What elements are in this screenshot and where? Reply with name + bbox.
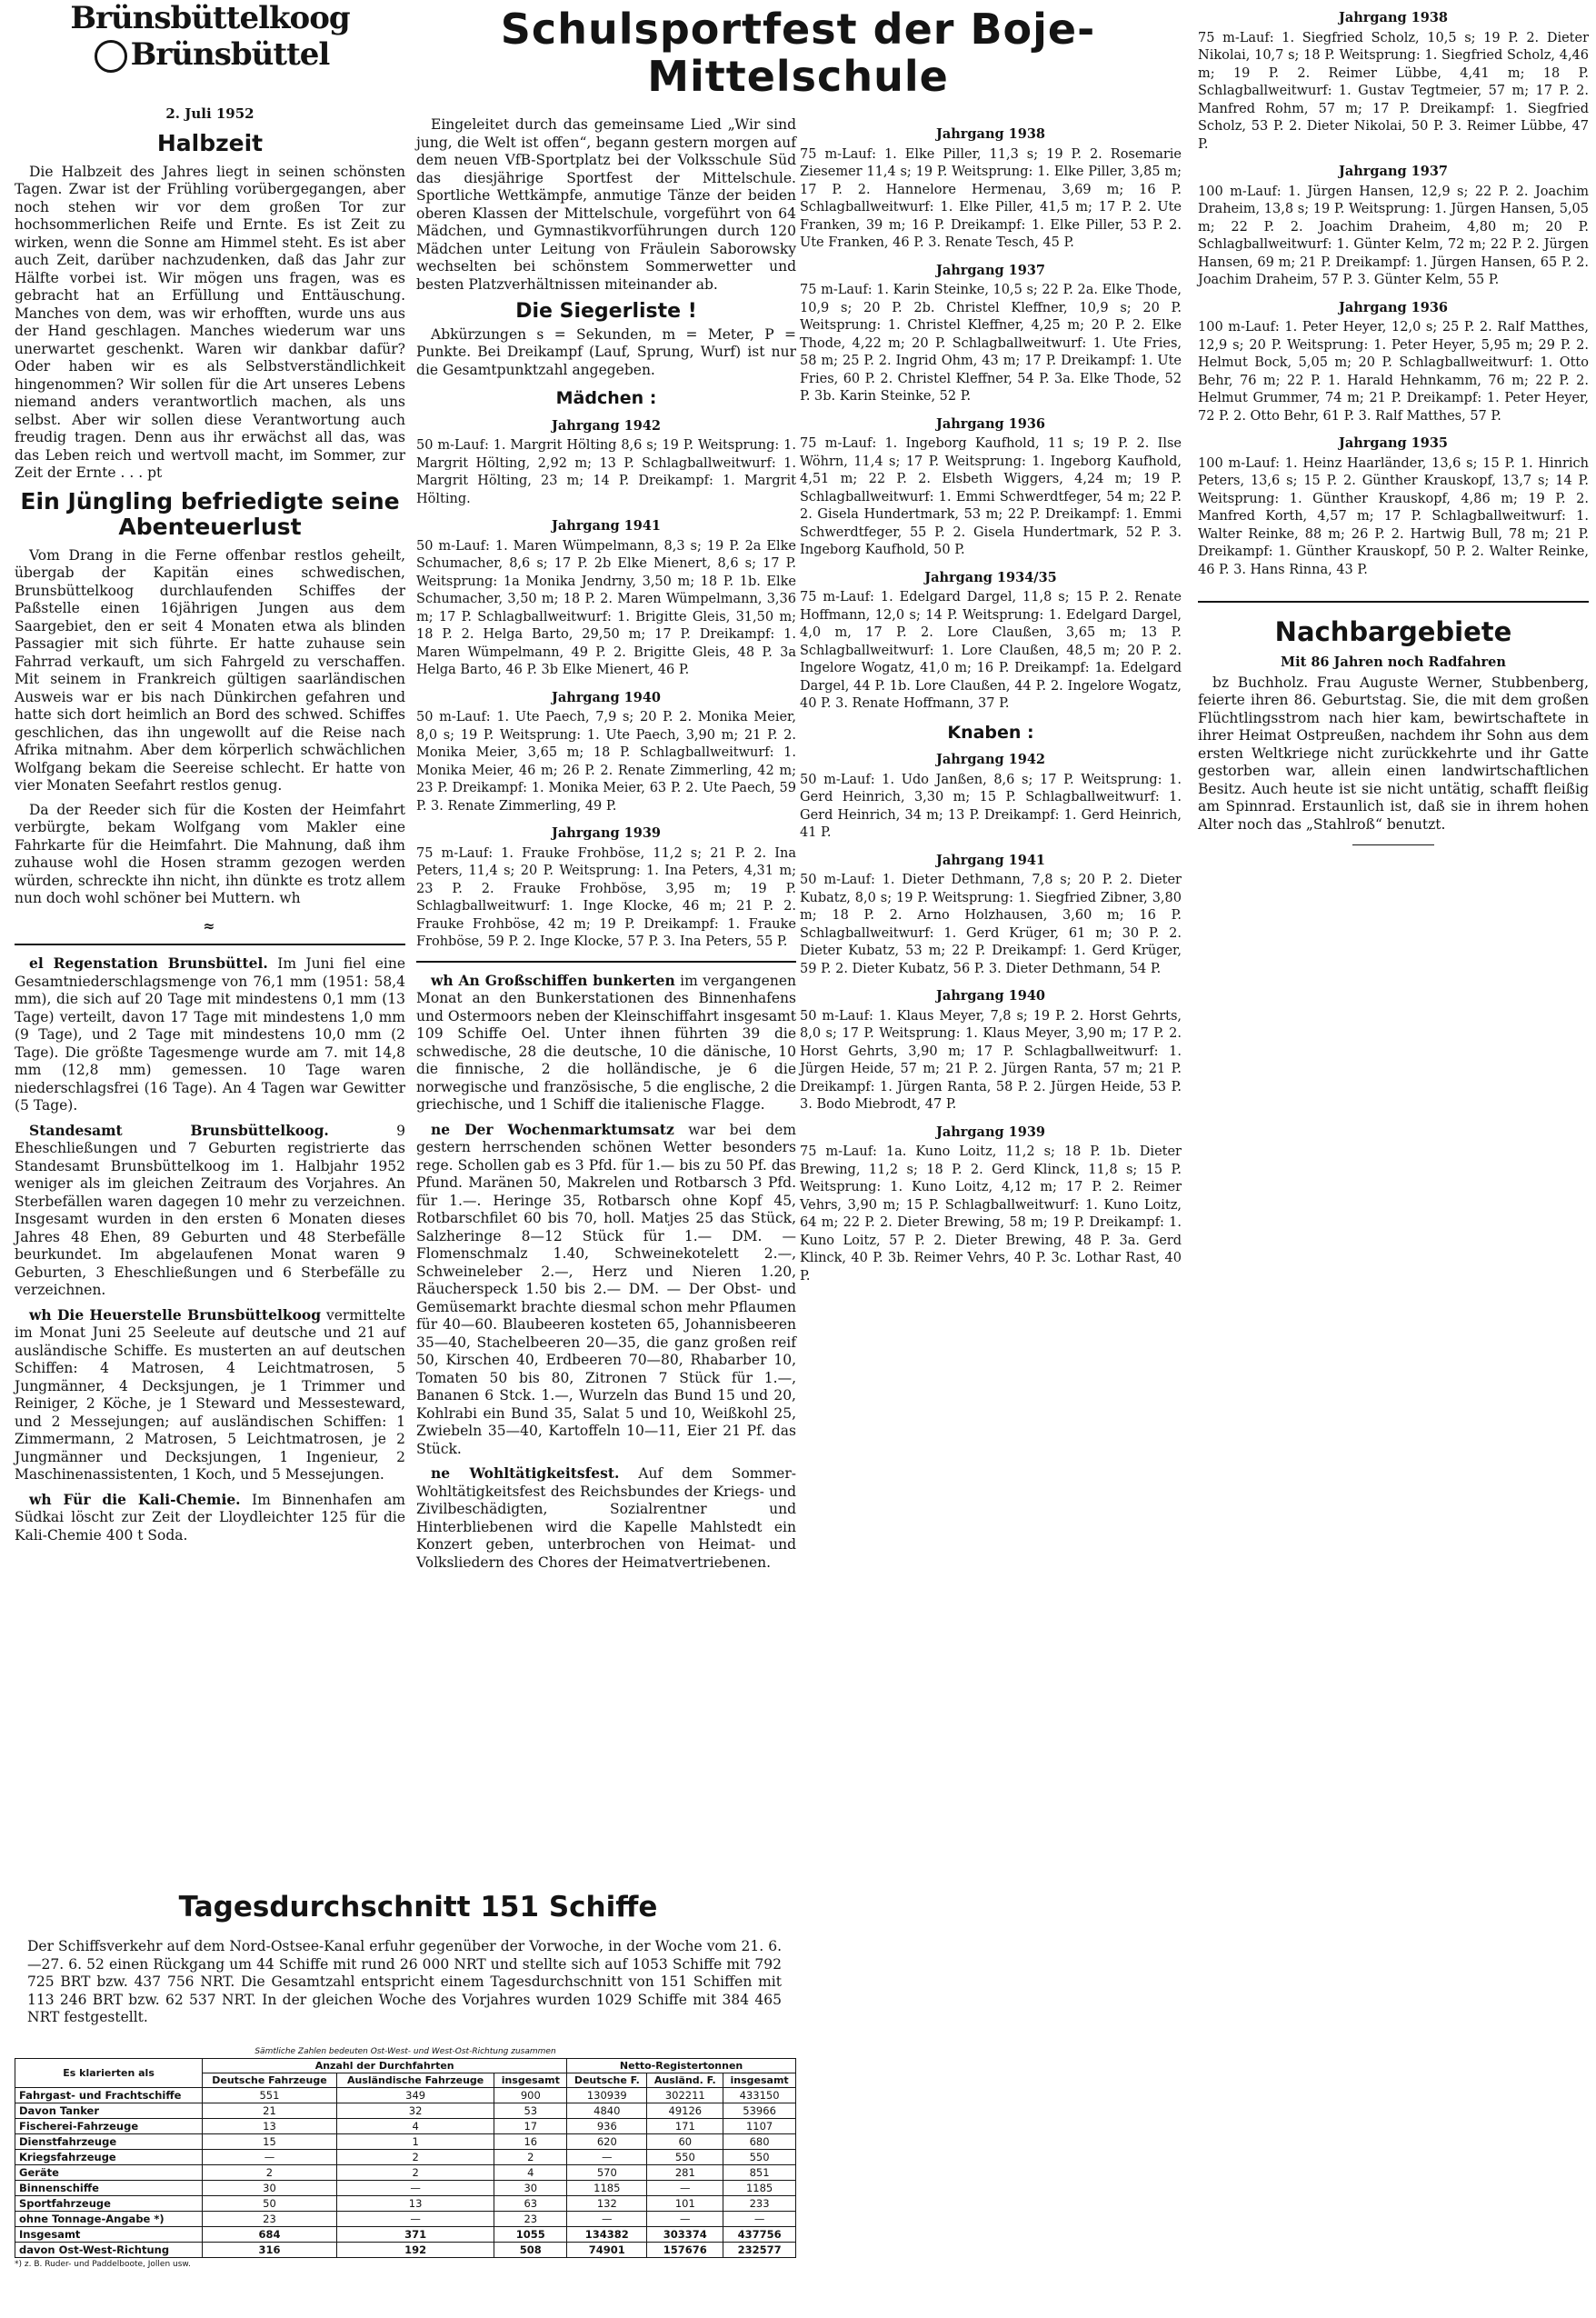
juengling-title: Ein Jüngling befriedigte seine Abenteuerlust	[20, 487, 400, 540]
juengling-paragraph-2: Da der Reeder sich für die Kosten der Heimfahrt verbürgte, bekam Wolfgang vom Makler eine Fahrkarte für die Heimfahrt. Die Mahnung, daß ihm zuhause wohl die Hosen stramm gezogen werden würden, schreckte ihn nicht, ihn dünkte es trotz allem nun doch wohl schöner bei Muttern. wh	[15, 801, 405, 906]
table-cell: 684	[203, 2227, 337, 2243]
date-line: 2. Juli 1952	[165, 105, 254, 122]
result-entry: 100 m-Lauf: 1. Heinz Haarländer, 13,6 s; 15 P. 1. Hinrich Peters, 13,6 s; 15 P. 2. Günther Krauskopf, 13,7 s; 14 P. Weitsprung: 1. Günther Krauskopf, 4,86 m; 19 P. 2. Manfred Korth, 4,57 m; 17 P. Schlagballweitwurf: 1. Walter Reinke, 88 m; 26 P. 2. Hartwig Bull, 78 m; 21 P. Dreikampf: 1. Günther Krauskopf, 50 P. 2. Walter Reinke, 46 P. 3. Hans Rinna, 43 P.	[1198, 455, 1589, 577]
table-row	[15, 2181, 796, 2196]
column-header: Ausländ. F.	[647, 2073, 723, 2088]
table-cell: 316	[203, 2243, 337, 2258]
header-class: Es klarierten als	[15, 2059, 203, 2088]
halbzeit-body: Die Halbzeit des Jahres liegt in seinen schönsten Tagen. Zwar ist der Frühling vorübergegangen, aber noch stehen wir vor dem großen Tor zur hochsommerlichen Reife und Ernte. Es ist Zeit zu wirken, wenn die Sonne am Himmel steht. Es ist aber auch Zeit, darüber nachzudenken, daß das Jahr zur Hälfte vorbei ist. Wir mögen uns fragen, was es gebracht hat an Erfüllung und Enttäuschung. Manches von dem, was wir erhofften, wurde uns aus der Hand geschlagen. Manches wiederum war uns unerwartet geschenkt. Waren wir dankbar dafür? Oder haben wir es als Selbstverständlichkeit hingenommen? Wir sollen für die Art unseres Lebens niemand anders verantwortlich machen, als uns selbst. Aber wir sollen diese Verantwortung auch freudig tragen. Denn aus ihr erwächst all das, was das Leben reich und wertvoll macht, im Sommer, zur Zeit der Ernte . . . pt	[15, 163, 405, 481]
result-entry: 75 m-Lauf: 1a. Kuno Loitz, 11,2 s; 18 P. 1b. Dieter Brewing, 11,2 s; 18 P. 2. Gerd Klinck, 11,8 s; 15 P. Weitsprung: 1. Kuno Loitz, 4,12 m; 17 P. 2. Reimer Vehrs, 3,90 m; 15 P. Schlagballweitwurf: 1. Kuno Loitz, 64 m; 22 P. 2. Dieter Brewing, 58 m; 19 P. Dreikampf: 1. Kuno Loitz, 57 P. 2. Dieter Brewing, 48 P. 3a. Gerd Klinck, 40 P. 3b. Reimer Vehrs, 40 P. 3c. Lothar Rast, 40 P.	[800, 1144, 1182, 1284]
table-cell: 60	[647, 2134, 723, 2150]
table-cell: 371	[336, 2227, 494, 2243]
nachbargebiete-title: Nachbargebiete	[1274, 616, 1512, 647]
table-row	[15, 2150, 796, 2165]
table-cell: 233	[723, 2196, 796, 2212]
note-kali-chemie: wh Für die Kali-Chemie. Im Binnenhafen am Südkai löscht zur Zeit der Lloydleichter 125 für die Kali-Chemie 400 t Soda.	[15, 1490, 406, 1544]
table-cell: 900	[494, 2088, 567, 2103]
table-cell: 433150	[723, 2088, 796, 2103]
table-row	[15, 2103, 796, 2119]
table-cell: 550	[723, 2150, 796, 2165]
table-cell: 2	[336, 2165, 494, 2181]
jahrgang-heading: Jahrgang 1936	[935, 415, 1046, 432]
result-entry: 75 m-Lauf: 1. Siegfried Scholz, 10,5 s; 19 P. 2. Dieter Nikolai, 10,7 s; 18 P. Weitsprung: 1. Siegfried Scholz, 4,46 m; 19 P. 2. Reimer Lübbe, 4,41 m; 18 P. Schlagballweitwurf: 1. Gustav Tegtmeier, 57 m; 17 P. 2. Manfred Rohm, 57 m; 17 P. Dreikampf: 1. Siegfried Scholz, 53 P. 2. Dieter Nikolai, 50 P. 3. Reimer Lübbe, 47 P.	[1198, 30, 1589, 152]
table-cell: 4	[494, 2165, 567, 2181]
halbzeit-title: Halbzeit	[156, 129, 264, 156]
table-cell: 303374	[647, 2227, 723, 2243]
table-cell: 63	[494, 2196, 567, 2212]
table-cell: 13	[336, 2196, 494, 2212]
table-cell: 680	[723, 2134, 796, 2150]
jahrgang-heading: Jahrgang 1939	[935, 1124, 1046, 1140]
table-cell: 53	[494, 2103, 567, 2119]
table-cell: 53966	[723, 2103, 796, 2119]
result-entry: 75 m-Lauf: 1. Frauke Frohböse, 11,2 s; 21 P. 2. Ina Peters, 11,4 s; 20 P. Weitsprung: 1. Ina Peters, 4,31 m; 23 P. 2. Frauke Frohböse, 3,95 m; 19 P. Schlagballweitwurf: 1. Inge Klocke, 46 m; 21 P. 2. Frauke Frohböse, 42 m; 19 P. Dreikampf: 1. Frauke Frohböse, 59 P. 2. Inge Klocke, 57 P. 3. Ina Peters, 55 P.	[416, 845, 796, 949]
masthead-line-2: Brünsbüttel	[15, 36, 405, 73]
abbreviation-legend: Abkürzungen s = Sekunden, m = Meter, P = Punkte. Bei Dreikampf (Lauf, Sprung, Wurf) ist nur die Gesamtpunktzahl angegeben.	[416, 325, 796, 378]
table-cell: 2	[336, 2150, 494, 2165]
table-cell: 132	[567, 2196, 647, 2212]
table-cell: 1185	[567, 2181, 647, 2196]
jahrgang-heading: Jahrgang 1939	[551, 825, 662, 841]
table-cell: 2	[203, 2165, 337, 2181]
table-cell: 157676	[647, 2243, 723, 2258]
row-label: Kriegsfahrzeuge	[15, 2150, 203, 2165]
table-cell: —	[723, 2212, 796, 2227]
result-entry: 50 m-Lauf: 1. Dieter Dethmann, 7,8 s; 20 P. 2. Dieter Kubatz, 8,0 s; 19 P. Weitsprung: 1. Siegfried Zibner, 3,80 m; 18 P. 2. Arno Holzhausen, 3,60 m; 16 P. Schlagballweitwurf: 1. Gerd Krüger, 61 m; 30 P. 2. Dieter Kubatz, 53 m; 22 P. Dreikampf: 1. Gerd Krüger, 59 P. 2. Dieter Kubatz, 56 P. 3. Dieter Dethmann, 54 P.	[800, 873, 1182, 976]
table-cell: 74901	[567, 2243, 647, 2258]
result-entry: 75 m-Lauf: 1. Edelgard Dargel, 11,8 s; 15 P. 2. Renate Hoffmann, 12,0 s; 14 P. Weitsprung: 1. Edelgard Dargel, 4,0 m, 17 P. 2. Lore Claußen, 3,65 m; 13 P. Schlagballweitwurf: 1. Lore Claußen, 48,5 m; 20 P. 2. Ingelore Wogatz, 41,0 m; 16 P. Dreikampf: 1a. Edelgard Dargel, 44 P. 1b. Lore Claußen, 44 P. 2. Ingelore Wogatz, 40 P. 3. Renate Hoffmann, 37 P.	[800, 590, 1182, 711]
jahrgang-heading: Jahrgang 1936	[1338, 299, 1449, 315]
table-cell: 1	[336, 2134, 494, 2150]
table-cell: 49126	[647, 2103, 723, 2119]
result-entry: 50 m-Lauf: 1. Maren Wümpelmann, 8,3 s; 19 P. 2a Elke Schumacher, 8,6 s; 17 P. 2b Elke Mienert, 8,6 s; 17 P. Weitsprung: 1a Monika Jendrny, 3,50 m; 18 P. 1b. Elke Schumacher, 3,50 m; 18 P. 2. Maren Wümpelmann, 3,36 m; 17 P. Schlagballweitwurf: 1. Brigitte Gleis, 31,50 m; 18 P. 2. Helga Barto, 29,50 m; 17 P. Dreikampf: 1. Maren Wümpelmann, 49 P. 2. Brigitte Gleis, 48 P. 3a Helga Barto, 46 P. 3b Elke Mienert, 46 P.	[416, 538, 796, 677]
ship-statistics-table	[15, 2047, 796, 2269]
anchor-emblem-icon	[95, 40, 127, 73]
knaben-title: Knaben :	[947, 722, 1034, 743]
table-row	[15, 2196, 796, 2212]
table-cell: 508	[494, 2243, 567, 2258]
note-regenstation: el Regenstation Brunsbüttel. Im Juni fiel eine Gesamtniederschlagsmenge von 76,1 mm (1951: 58,4 mm), die sich auf 20 Tage mit mindestens 0,1 mm (13 Tage) verteilt, davon 17 Tage mit mindestens 1,0 mm (9 Tage), und 2 Tage mit mindestens 10,0 mm (2 Tage). Die größte Tagesmenge wurde am 7. mit 14,8 mm (12,8 mm) gemessen. 10 Tage waren niederschlagsfrei (16 Tage). An 4 Tagen war Gewitter (5 Tage).	[15, 954, 405, 1114]
masthead-line-1: Brünsbüttelkoog	[70, 0, 350, 36]
table-cell: —	[336, 2212, 494, 2227]
result-entry: 75 m-Lauf: 1. Elke Piller, 11,3 s; 19 P. 2. Rosemarie Ziesemer 11,4 s; 19 P. Weitsprung: 1. Elke Piller, 3,85 m; 17 P. 2. Hannelore Hermenau, 3,69 m; 16 P. Schlagballweitwurf: 1. Elke Piller, 41,5 m; 17 P. 2. Ute Franken, 39 m; 16 P. Dreikampf: 1. Elke Piller, 53 P. 2. Ute Franken, 46 P. 3. Renate Tesch, 45 P.	[800, 146, 1182, 250]
table-cell: 50	[203, 2196, 337, 2212]
note-wohltaetigkeitsfest: ne Wohltätigkeitsfest. Auf dem Sommer-Wohltätigkeitsfest des Reichsbundes der Kriegs- und Zivilbeschädigten, Sozialrentner und Hinterbliebenen wird die Kapelle Mahlstedt ein Konzert geben, unterbrochen von Heimat- und Volksliedern des Chores der Heimatvertriebenen.	[416, 1464, 796, 1571]
rule	[15, 944, 405, 945]
table-cell: 171	[647, 2119, 723, 2134]
row-label: ohne Tonnage-Angabe *)	[15, 2212, 203, 2227]
table-cell: 30	[203, 2181, 337, 2196]
column-header: insgesamt	[494, 2073, 567, 2088]
table-row	[15, 2227, 796, 2243]
table-cell: 17	[494, 2119, 567, 2134]
table-cell: 936	[567, 2119, 647, 2134]
note-bunkerten: wh An Großschiffen bunkerten im vergangenen Monat an den Bunkerstationen des Binnenhafens und Ostermoors neben der Kleinschiffahrt insgesamt 109 Schiffe Oel. Unter ihnen führten 39 die schwedische, 28 die deutsche, 10 die dänische, 10 die finnische, 2 die holländische, je 6 die norwegische und französische, 5 die englische, 2 die griechische, und 1 Schiff die italienische Flagge.	[416, 971, 796, 1113]
column-1	[15, 0, 405, 1551]
result-entry: 75 m-Lauf: 1. Ingeborg Kaufhold, 11 s; 19 P. 2. Ilse Wöhrn, 11,4 s; 17 P. Weitsprung: 1. Ingeborg Kaufhold, 4,51 m; 22 P. 2. Elsbeth Wiggers, 4,24 m; 19 P. Schlagballweitwurf: 1. Emmi Schwerdtfeger, 54 m; 22 P. 2. Gisela Hundertmark, 53 m; 22 P. Dreikampf: 1. Emmi Schwerdtfeger, 55 P. 2. Gisela Hundertmark, 52 P. 3. Ingeborg Kaufhold, 50 P.	[800, 436, 1182, 557]
result-entry: 50 m-Lauf: 1. Margrit Hölting 8,6 s; 19 P. Weitsprung: 1. Margrit Hölting, 2,92 m; 13 P. Schlagballweitwurf: 1. Margrit Hölting, 23 m; 14 P. Dreikampf: 1. Margrit Hölting.	[416, 438, 796, 506]
row-label: Geräte	[15, 2165, 203, 2181]
jahrgang-heading: Jahrgang 1937	[1338, 164, 1449, 179]
table-cell: 32	[336, 2103, 494, 2119]
table-row	[15, 2165, 796, 2181]
column-2	[416, 116, 796, 1578]
separator: ≈	[203, 916, 217, 934]
jahrgang-heading: Jahrgang 1942	[551, 417, 662, 434]
table-cell: 851	[723, 2165, 796, 2181]
row-label: Binnenschiffe	[15, 2181, 203, 2196]
jahrgang-heading: Jahrgang 1934/35	[924, 569, 1057, 585]
rule	[416, 961, 796, 963]
header-registertonnen: Netto-Registertonnen	[567, 2059, 796, 2073]
table-cell: 1055	[494, 2227, 567, 2243]
row-label: Fischerei-Fahrzeuge	[15, 2119, 203, 2134]
result-entry: 100 m-Lauf: 1. Jürgen Hansen, 12,9 s; 22 P. 2. Joachim Draheim, 13,8 s; 19 P. Weitsprung: 1. Jürgen Hansen, 5,05 m; 22 P. 2. Joachim Draheim, 4,80 m; 20 P. Schlagballweitwurf: 1. Günter Kelm, 72 m; 22 P. 2. Jürgen Hansen, 69 m; 21 P. Dreikampf: 1. Jürgen Hansen, 65 P. 2. Joachim Draheim, 57 P. 3. Günter Kelm, 55 P.	[1198, 184, 1589, 287]
jahrgang-heading: Jahrgang 1938	[1338, 10, 1449, 25]
note-wochenmarkt: ne Der Wochenmarktumsatz war bei dem gestern herrschenden schönen Wetter besonders rege. Schollen gab es 3 Pfd. für 1.— bis zu 50 Pf. das Pfund. Maränen 50, Makrelen und Rotbarsch 3 Pfd. für 1.—. Heringe 35, Rotbarsch ohne Kopf 45, Rotbarschfilet 60 bis 70, holl. Matjes 25 das Stück, Salzheringe 8—12 Stück für 1.— DM. — Flomenschmalz 1.40, Schweinekotelett 2.—, Schweineleber 2.—, Herz und Nieren 1.20, Räucherspeck 1.50 bis 2.— DM. — Der Obst- und Gemüsemarkt brachte diesmal schon mehr Pflaumen für 40—60. Blaubeeren kosteten 65, Johannisbeeren 35—40, Stachelbeeren 20—35, die ganz großen reif 50, Kirschen 40, Erdbeeren 70—80, Rhabarber 10, Tomaten 50 bis 80, Zitronen 7 Stück für 1.—, Bananen 6 Stck. 1.—, Wurzeln das Bund 15 und 20, Kohlrabi ein Bund 35, Salat 5 und 10, Weißkohl 25, Zwiebeln 35—40, Kartoffeln 10—11, Eier 21 Pf. das Stück.	[416, 1120, 797, 1457]
table-cell: 192	[336, 2243, 494, 2258]
table-row	[15, 2134, 796, 2150]
siegerliste-title: Die Siegerliste !	[515, 300, 697, 323]
table-cell: —	[567, 2212, 647, 2227]
table-row	[15, 2119, 796, 2134]
table-cell: 130939	[567, 2088, 647, 2103]
table-cell: 16	[494, 2134, 567, 2150]
table-cell: 1185	[723, 2181, 796, 2196]
column-4	[1198, 0, 1589, 856]
column-header: Deutsche Fahrzeuge	[203, 2073, 337, 2088]
result-entry: 50 m-Lauf: 1. Udo Janßen, 8,6 s; 17 P. Weitsprung: 1. Gerd Heinrich, 3,30 m; 15 P. Schlagballweitwurf: 1. Gerd Heinrich, 34 m; 13 P. Dreikampf: 1. Gerd Heinrich, 41 P.	[800, 772, 1182, 840]
table-cell: 4840	[567, 2103, 647, 2119]
table-cell: 13	[203, 2119, 337, 2134]
table-cell: 4	[336, 2119, 494, 2134]
table-cell: 2	[494, 2150, 567, 2165]
juengling-paragraph-1: Vom Drang in die Ferne offenbar restlos geheilt, übergab der Kapitän eines schwedischen, Brunsbüttelkoog durchlaufenden Schiffes der Paßstelle einen 16jährigen Jungen aus dem Saargebiet, den er seit 4 Monaten etwa als blinden Passagier mit sich führte. Er hatte zuhause sein Fahrrad verkauft, um sich Fahrgeld zu verschaffen. Mit seinem in Frankreich gültigen saarländischen Ausweis war er bis nach Dünkirchen gefahren und hatte sich dort heimlich an Bord des schwed. Schiffes geschlichen, das ihn ungewollt auf die Reise nach Afrika mitnahm. Aber dem körperlich schwächlichen Wolfgang bekam die Seereise schlecht. Er hatte von vier Monaten Seefahrt restlos genug.	[15, 546, 405, 794]
table-cell: 15	[203, 2134, 337, 2150]
maedchen-title: Mädchen :	[555, 388, 657, 408]
table-cell: 550	[647, 2150, 723, 2165]
table-cell: 437756	[723, 2227, 796, 2243]
rule	[1198, 601, 1589, 603]
jahrgang-heading: Jahrgang 1935	[1338, 435, 1449, 451]
table-cell: 232577	[723, 2243, 796, 2258]
table-cell: 281	[647, 2165, 723, 2181]
jahrgang-heading: Jahrgang 1941	[935, 852, 1046, 868]
row-label: Fahrgast- und Frachtschiffe	[15, 2088, 203, 2103]
table-cell: 551	[203, 2088, 337, 2103]
jahrgang-heading: Jahrgang 1937	[935, 262, 1046, 278]
table-cell: 570	[567, 2165, 647, 2181]
note-standesamt: Standesamt Brunsbüttelkoog. 9 Eheschließungen und 7 Geburten registrierte das Standesamt Brunsbüttelkoog im 1. Halbjahr 1952 weniger als im gleichen Zeitraum des Vorjahres. An Sterbefällen waren dagegen 10 mehr zu verzeichnen. Insgesamt wurden in den ersten 6 Monaten dieses Jahres 48 Ehen, 89 Geburten und 48 Sterbefälle beurkundet. Im abgelaufenen Monat waren 9 Geburten, 3 Eheschließungen und 6 Sterbefälle zu verzeichnen.	[15, 1121, 405, 1298]
table-cell: 134382	[567, 2227, 647, 2243]
column-header: Ausländische Fahrzeuge	[336, 2073, 494, 2088]
jahrgang-heading: Jahrgang 1941	[551, 518, 662, 534]
row-label: Insgesamt	[15, 2227, 203, 2243]
column-3	[800, 116, 1182, 1292]
table-cell: 30	[494, 2181, 567, 2196]
table-cell: 23	[203, 2212, 337, 2227]
note-heuerstelle: wh Die Heuerstelle Brunsbüttelkoog vermittelte im Monat Juni 25 Seeleute auf deutsche und 21 auf ausländische Schiffe. Es musterten an auf deutschen Schiffen: 4 Matrosen, 4 Leichtmatrosen, 5 Jungmänner, 4 Decksjungen, je 1 Trimmer und Reiniger, 2 Köche, je 1 Steward und Messesteward, und 2 Messejungen; auf ausländischen Schiffen: 1 Zimmermann, 2 Matrosen, 5 Leichtmatrosen, je 2 Jungmänner und Decksjungen, 1 Ingenieur, 2 Maschinenassistenten, 1 Koch, und 5 Messejungen.	[15, 1305, 405, 1483]
table-row	[15, 2088, 796, 2103]
row-label: Davon Tanker	[15, 2103, 203, 2119]
table-cell: 21	[203, 2103, 337, 2119]
schiffe-intro: Der Schiffsverkehr auf dem Nord-Ostsee-Kanal erfuhr gegenüber der Vorwoche, in der Woche vom 21. 6.—27. 6. 52 einen Rückgang um 44 Schiffe mit rund 26 000 NRT und stellte sich auf 1053 Schiffe mit 792 725 BRT bzw. 437 756 NRT. Die Gesamtzahl entspricht einem Tagesdurchschnitt von 151 Schiffen mit 113 246 BRT bzw. 62 537 NRT. In der gleichen Woche des Vorjahres wurden 1029 Schiffe mit 384 465 NRT festgestellt.	[27, 1938, 782, 2025]
schiffe-title: Tagesdurchschnitt 151 Schiffe	[178, 1891, 658, 1923]
table-cell: —	[567, 2150, 647, 2165]
result-entry: 50 m-Lauf: 1. Ute Paech, 7,9 s; 20 P. 2. Monika Meier, 8,0 s; 19 P. Weitsprung: 1. Ute Paech, 3,90 m; 21 P. 2. Monika Meier, 3,65 m; 18 P. Schlagballweitwurf: 1. Monika Meier, 46 m; 26 P. 2. Renate Zimmerling, 42 m; 23 P. Dreikampf: 1. Monika Meier, 63 P. 2. Ute Paech, 59 P. 3. Renate Zimmerling, 49 P.	[416, 710, 796, 814]
sportfest-headline: Schulsportfest der Boje-Mittelschule	[500, 5, 1096, 101]
nachbargebiete-body: bz Buchholz. Frau Auguste Werner, Stubbenberg, feierte ihren 86. Geburtstag. Sie, die mit dem großen Flüchtlingsstrom nach hier kam, bewirtschaftete in ihrer Heimat Ostpreußen, nachdem ihr Sohn aus dem ersten Weltkriege nicht zurückkehrte und ihr Gatte gestorben war, allein einen landwirtschaftlichen Besitz. Auch heute ist sie nicht untätig, schafft fleißig am Spinnrad. Erstaunlich ist, daß sie in ihrem hohen Alter noch das „Stahlroß“ benutzt.	[1198, 674, 1589, 833]
row-label: davon Ost-West-Richtung	[15, 2243, 203, 2258]
table-cell: 1107	[723, 2119, 796, 2134]
sportfest-intro: Eingeleitet durch das gemeinsame Lied „Wir sind jung, die Welt ist offen“, begann gestern morgen auf dem neuen VfB-Sportplatz bei der Volksschule Süd das diesjährige Sportfest der Mittelschule. Sportliche Wettkämpfe, anmutige Tänze der beiden oberen Klassen der Mittelschule, vorgeführt von 64 Mädchen, und Gymnastikvorführungen durch 120 Mädchen unter Leitung von Fräulein Saborowsky wechselten bei schönstem Sommerwetter und besten Platzverhältnissen miteinander ab.	[416, 116, 796, 293]
table-cell: —	[203, 2150, 337, 2165]
table-row	[15, 2212, 796, 2227]
result-entry: 100 m-Lauf: 1. Peter Heyer, 12,0 s; 25 P. 2. Ralf Matthes, 12,9 s; 20 P. Weitsprung: 1. Peter Heyer, 5,95 m; 29 P. 2. Helmut Bock, 5,05 m; 20 P. Schlagballweitwurf: 1. Otto Behr, 76 m; 22 P. 1. Harald Hehnkamm, 76 m; 22 P. 2. Helmut Grummer, 74 m; 21 P. Dreikampf: 1. Peter Heyer, 72 P. 2. Otto Behr, 61 P. 3. Ralf Matthes, 57 P.	[1198, 320, 1589, 424]
jahrgang-heading: Jahrgang 1942	[935, 752, 1046, 767]
table-cell: —	[647, 2181, 723, 2196]
jahrgang-heading: Jahrgang 1938	[935, 126, 1046, 142]
row-label: Dienstfahrzeuge	[15, 2134, 203, 2150]
jahrgang-heading: Jahrgang 1940	[551, 689, 662, 705]
table-cell: 23	[494, 2212, 567, 2227]
column-header: Deutsche F.	[567, 2073, 647, 2088]
table-footnote: *) z. B. Ruder- und Paddelboote, Jollen usw.	[15, 2260, 191, 2269]
table-cell: 620	[567, 2134, 647, 2150]
table-cell: —	[336, 2181, 494, 2196]
short-rule	[1352, 844, 1434, 845]
row-label: Sportfahrzeuge	[15, 2196, 203, 2212]
table-cell: —	[647, 2212, 723, 2227]
table-row	[15, 2243, 796, 2258]
table-cell: 101	[647, 2196, 723, 2212]
jahrgang-heading: Jahrgang 1940	[935, 988, 1046, 1004]
masthead	[15, 0, 405, 100]
table-caption: Sämtliche Zahlen bedeuten Ost-West- und West-Ost-Richtung zusammen	[254, 2047, 556, 2056]
table-cell: 302211	[647, 2088, 723, 2103]
result-entry: 50 m-Lauf: 1. Klaus Meyer, 7,8 s; 19 P. 2. Horst Gehrts, 8,0 s; 17 P. Weitsprung: 1. Klaus Meyer, 3,90 m; 17 P. 2. Horst Gehrts, 3,90 m; 17 P. Schlagballweitwurf: 1. Jürgen Heide, 57 m; 21 P. 2. Jürgen Ranta, 57 m; 21 P. Dreikampf: 1. Jürgen Ranta, 58 P. 2. Jürgen Heide, 53 P. 3. Bodo Miebrodt, 47 P.	[800, 1008, 1182, 1112]
table-cell: 349	[336, 2088, 494, 2103]
header-durchfahrten: Anzahl der Durchfahrten	[203, 2059, 567, 2073]
result-entry: 75 m-Lauf: 1. Karin Steinke, 10,5 s; 22 P. 2a. Elke Thode, 10,9 s; 20 P. 2b. Christel Kleffner, 10,9 s; 20 P. Weitsprung: 1. Christel Kleffner, 4,25 m; 20 P. 2. Elke Thode, 4,22 m; 20 P. Schlagballweitwurf: 1. Ute Fries, 58 m; 25 P. 2. Ingrid Ohm, 43 m; 17 P. Dreikampf: 1. Ute Fries, 60 P. 2. Christel Kleffner, 54 P. 3a. Elke Thode, 52 P. 3b. Karin Steinke, 52 P.	[800, 283, 1182, 404]
column-header: insgesamt	[723, 2073, 796, 2088]
nachbargebiete-subtitle: Mit 86 Jahren noch Radfahren	[1281, 654, 1506, 670]
